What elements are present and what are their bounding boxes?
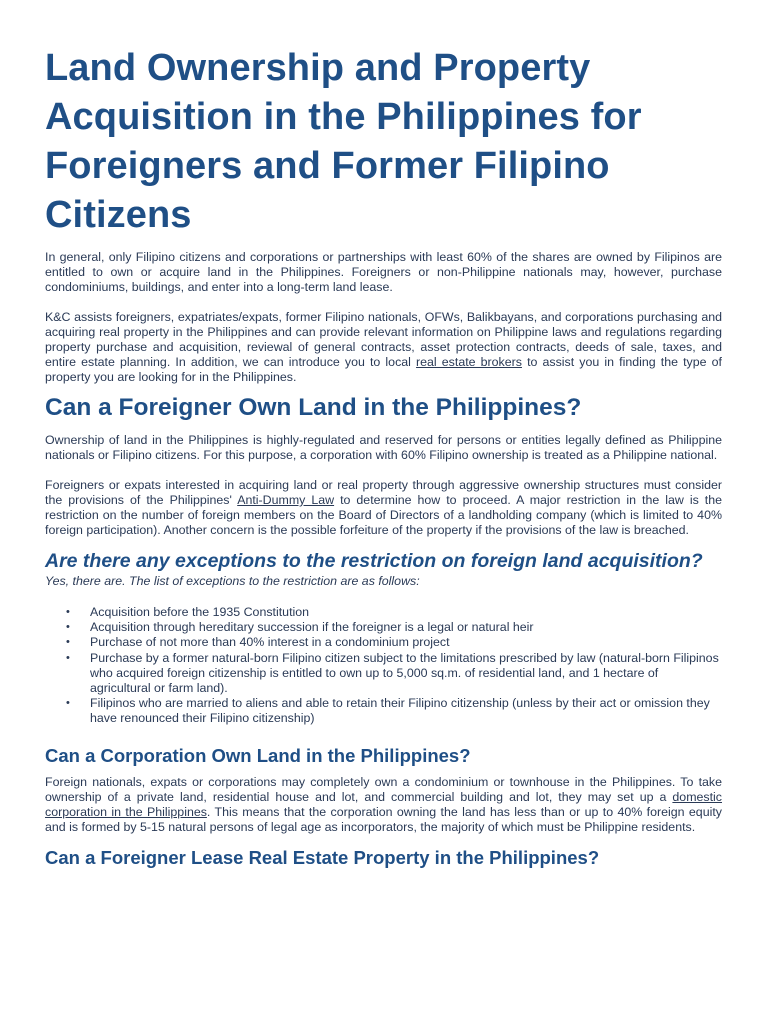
list-item-text: Purchase by a former natural-born Filipino citizen subject to the limitations prescribed by law (natural-born Filipinos who acquired foreign citizenship is entitled to own up to 5,000 sq.m. of residential land, and 1 hectare of agricultural or farm land). [90,650,719,696]
heading-foreigner-lease: Can a Foreigner Lease Real Estate Property in the Philippines? [45,846,600,868]
bullet-icon: • [66,651,70,664]
list-item [66,696,722,726]
page-title: Land Ownership and Property Acquisition in the Philippines for Foreigners and Former Filipino Citizens [45,47,642,236]
list-item-text: Acquisition before the 1935 Constitution [90,605,310,619]
list-item-text: Acquisition through hereditary succession if the foreigner is a legal or natural heir [90,620,534,635]
exceptions-list [45,605,722,727]
real-estate-brokers-link[interactable]: real estate brokers [416,355,522,369]
list-item-text: Purchase of not more than 40% interest in a condominium project [90,635,450,650]
bullet-icon: • [66,606,70,618]
corporation-paragraph [45,775,722,835]
foreigner-own-paragraph-2 [45,478,722,538]
heading-foreigner-own-land: Can a Foreigner Own Land in the Philippines? [45,394,582,421]
fo-p1-text: Ownership of land in the Philippines is highly-regulated and reserved for persons or entities legally defined as Philippine nationals or Filipino citizens. For this purpose, a corporation with 60% Filipino ownership is treated as a Philippine national. [45,433,722,462]
intro-p1-text: In general, only Filipino citizens and corporations or partnerships with least 60% of the shares are owned by Filipinos are entitled to own or acquire land in the Philippines. Foreigners or non-Philippine nationals may, however, purchase condominiums, buildings, and enter into a long-term land lease. [45,250,722,294]
anti-dummy-law-link[interactable]: Anti-Dummy Law [237,493,335,507]
exceptions-intro: Yes, there are. The list of exceptions to the restriction are as follows: [45,574,420,588]
bullet-icon: • [66,697,70,710]
intro-paragraph-1 [45,250,722,295]
list-item-text: Filipinos who are married to aliens and able to retain their Filipino citizenship (unless by their act or omission they have renounced their Filipino citizenship) [90,696,710,726]
heading-corporation-own-land: Can a Corporation Own Land in the Philippines? [45,744,471,766]
heading-exceptions: Are there any exceptions to the restriction on foreign land acquisition? [45,550,703,572]
domestic-corporation-link[interactable]: domestic corporation in the Philippines [45,789,722,819]
list-item [66,650,722,697]
list-item [66,635,722,650]
corp-text-a: Foreign nationals, expats or corporations may completely own a condominium or townhouse in the Philippines. To take ownership of a private land, residential house and lot, and commercial building and lot, they may set up a [45,774,722,804]
fo-p2-text-a: Foreigners or expats interested in acquiring land or real property through aggressive ownership structures must consider the provisions of the Philippines' [45,478,722,507]
list-item [66,620,722,635]
intro-p2-text-b: to assist you in finding the type of property you are looking for in the Philippines. [45,355,722,384]
intro-paragraph-2 [45,310,722,385]
bullet-icon: • [66,636,70,649]
bullet-icon: • [66,621,70,634]
fo-p2-text-b: to determine how to proceed. A major restriction in the law is the restriction on the number of foreign members on the Board of Directors of a landholding company (which is limited to 40% foreign participation). Another concern is the possible forfeiture of the property if the provisions of the law is breached. [45,493,723,537]
corp-text-b: . This means that the corporation owning the land has less than or up to 40% foreign equity and is formed by 5-15 natural persons of legal age as incorporators, the majority of which must be Philippine residents. [45,804,722,834]
foreigner-own-paragraph-1 [45,433,722,463]
list-item [66,605,722,620]
intro-p2-text-a: K&C assists foreigners, expatriates/expats, former Filipino nationals, OFWs, Balikbayans, and corporations purchasing and acquiring real property in the Philippines and can provide relevant information on Philippine laws and regulations regarding property purchase and acquisition, reviewal of general contracts, asset protection contracts, deeds of sale, taxes, and entire estate planning. In addition, we can introduce you to local [45,310,722,369]
